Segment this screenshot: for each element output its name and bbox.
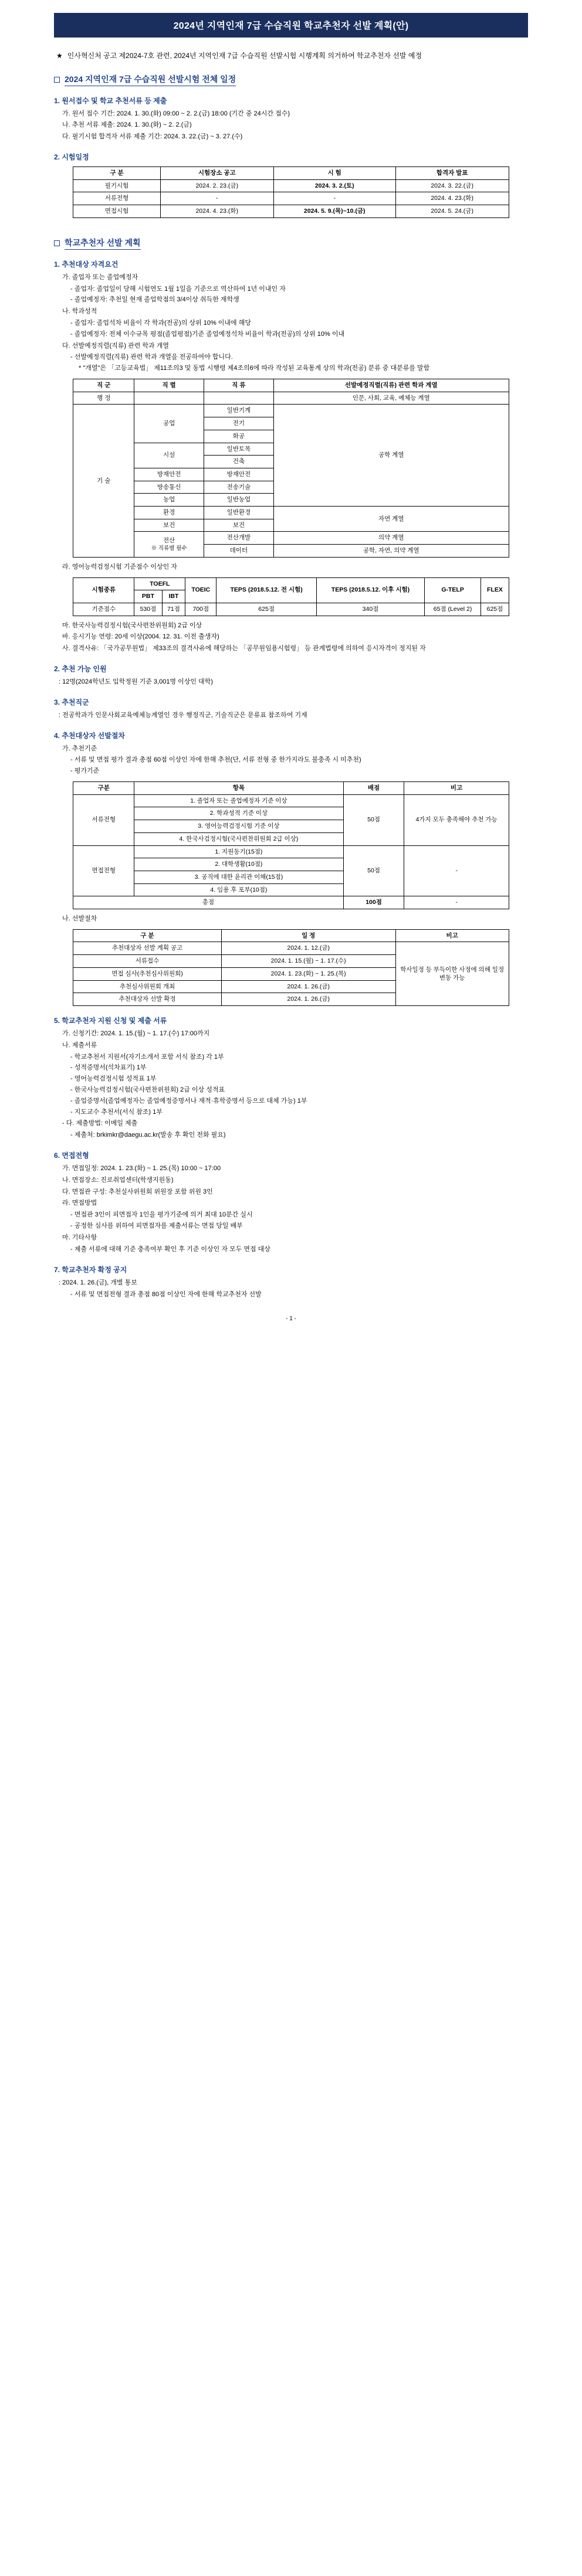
section5-doc: - 영어능력검정시험 성적표 1부 (70, 1075, 157, 1083)
selection-schedule-table (73, 929, 509, 1006)
table-row (73, 603, 509, 616)
cell-jikryeol: 방재안전 (134, 468, 204, 481)
cell: 2024. 1. 23.(화) ~ 1. 25.(목) (221, 967, 395, 980)
section5-doc: - 학교추천서 지원서(자기소개서 포함 서식 참조) 각 1부 (70, 1053, 224, 1061)
cell-score: 50점 (343, 845, 404, 896)
cell-note: - (404, 845, 509, 896)
section5-doc: - 다. 제출방법: 이메일 제출 (62, 1120, 138, 1127)
cell: 2024. 1. 15.(월) ~ 1. 17.(수) (221, 955, 395, 968)
section2-sub1: 1. 추천대상 자격요건 (54, 260, 119, 269)
cell: 2024. 1. 26.(금) (221, 993, 395, 1006)
cell: 서류전형 (73, 192, 160, 205)
section2-sub4-a-item: - 평가기준 (70, 767, 100, 775)
section5-doc-email: - 제출처: brkimkr@daegu.ac.kr(발송 후 확인 전화 필요) (70, 1131, 226, 1139)
section2-c-item: - 선발예정직렬(직류) 관련 학과 개열을 전공하여야 합니다. (70, 354, 233, 361)
table-row (73, 392, 509, 405)
section2-sub2: 2. 추천 가능 인원 (54, 665, 107, 674)
cell: 2024. 1. 26.(금) (221, 980, 395, 993)
intro-note (56, 50, 528, 62)
cell: - (273, 192, 395, 205)
cell: 필기시험 (73, 179, 160, 192)
cell: 625점 (481, 603, 509, 616)
section5-doc: - 성적증명서(석차표기) 1부 (70, 1064, 147, 1072)
cell-jikryu: 전산개발 (204, 532, 274, 545)
cell: 추천대상자 선발 확정 (73, 993, 221, 1006)
col-header: TOEIC (185, 577, 216, 603)
cell-jikryu: 일반기계 (204, 405, 274, 417)
section2-sub3: 3. 추천직군 (54, 698, 89, 706)
col-header: 일 정 (221, 929, 395, 942)
eval-table-wrap (73, 781, 509, 909)
exam-schedule-table (73, 166, 509, 218)
cell: 3. 공직에 대한 윤리관 이해(15점) (134, 871, 343, 883)
section1-item: 가. 원서 접수 기간: 2024. 1. 30.(화) 09:00 ~ 2. 2.(금) 18:00 (기간 중 24시간 접수) (62, 110, 290, 117)
col-header: 시험종류 (73, 577, 134, 603)
section2-sub2-text: : 12명(2024학년도 입학정원 기준 3,001명 이상인 대학) (59, 678, 213, 686)
cell-jikryu: 데이터 (204, 545, 274, 558)
cell-jikryu: 건축 (204, 456, 274, 468)
cell-jikryu: 일반환경 (204, 506, 274, 519)
cell: 4. 임용 후 포부(10점) (134, 883, 343, 896)
cell-jikryeol: 농업 (134, 494, 204, 507)
cell-jikryeol: 환경 (134, 506, 204, 519)
section1-item: 나. 추천 서류 제출: 2024. 1. 30.(화) ~ 2. 2.(금) (62, 121, 192, 129)
section6-heading: 6. 면접전형 (54, 1151, 89, 1160)
intro-text: 인사혁신처 공고 제2024-7호 관련, 2024년 지역인재 7급 수습직원 선발시험 시행계획 의거하여 학교추천자 선발 예정 (67, 52, 422, 60)
cell: 추천심사위원회 개최 (73, 980, 221, 993)
table-header-row (73, 379, 509, 392)
cell-jikgun: 행 정 (73, 392, 134, 405)
cell: 면접시험 (73, 205, 160, 218)
section6-item: 가. 면접일정: 2024. 1. 23.(화) ~ 1. 25.(목) 10:00 ~ 17:00 (62, 1165, 221, 1173)
row-label: 기준점수 (73, 603, 134, 616)
cell: 71점 (162, 603, 185, 616)
col-header: G-TELP (424, 577, 481, 603)
total-label: 총점 (73, 896, 343, 909)
table-row (73, 192, 509, 205)
exam-schedule-table-wrap (73, 166, 509, 218)
section6-item: 마. 기타사항 (62, 1233, 97, 1241)
cell: 2024. 4. 23.(화) (160, 205, 273, 218)
cell-jikryu: 방재안전 (204, 468, 274, 481)
section2-sub3-text: : 전공학과가 인문사회교육예체능계열인 경우 행정직군, 기술직군은 문류표 참조하여 기재 (59, 711, 307, 719)
cell-jikryeol (134, 392, 204, 405)
section6-item: 라. 면접방법 (62, 1199, 97, 1207)
english-test-table (73, 577, 509, 616)
cell: 추천대상자 선발 계획 공고 (73, 942, 221, 955)
cell-note: 4가지 모두 충족해야 추천 가능 (404, 794, 509, 845)
cell-jikryu: 일반토목 (204, 443, 274, 456)
page-footer: - 1 - (286, 1316, 296, 1323)
section7-item: : 2024. 1. 26.(금), 개별 통보 (59, 1279, 137, 1286)
jikryeol-label: 전산 (163, 536, 175, 544)
section2-a-item: - 졸업자: 졸업일이 당해 시험연도 1월 1일을 기준으로 역산하여 1년 이내인 자 (70, 285, 286, 293)
col-header: TEPS (2018.5.12. 전 시험) (216, 577, 317, 603)
section2-note: 바. 응시기능 연령: 20세 이상(2004. 12. 31. 이전 출생자) (62, 633, 219, 641)
section2-sub4: 4. 추천대상자 선발절차 (54, 731, 126, 740)
section2-c-item: * "개열"은 「고등교육법」 제11조의3 및 동법 시행령 제4조의6에 따라 작성된 교육통계 상의 학과(전공) 분류 중 대분류를 말함 (79, 365, 430, 372)
section5-doc: - 졸업증명서(졸업예정자는 졸업예정증명서나 재적·휴학증명서 등으로 대체 가능) 1부 (70, 1097, 307, 1105)
table-row (73, 405, 509, 417)
cell: 2. 학과성적 기준 이상 (134, 807, 343, 820)
cell: 1. 지원동기(15점) (134, 845, 343, 858)
cell-jikryeol: 보건 (134, 519, 204, 532)
cell-jikryeol: 방송통신 (134, 481, 204, 494)
col-header: 직 렬 (134, 379, 204, 392)
cell: 서류접수 (73, 955, 221, 968)
jikryeol-note: ※ 직류별 필수 (151, 545, 187, 552)
section2-a-label: 가. 졸업자 또는 졸업예정자 (62, 273, 138, 281)
section5-item: 나. 제출서류 (62, 1041, 97, 1049)
cell: - (160, 192, 273, 205)
col-header: 구 분 (73, 167, 160, 180)
section2-sub4-a: 가. 추천기준 (62, 745, 97, 752)
section6-subitem: - 면접관 3인이 피면접자 1인을 평가기준에 의거 최대 10분간 실시 (70, 1211, 253, 1219)
section2-d-label: 라. 영어능력검정시험 기준점수 이상인 자 (62, 563, 177, 570)
section1-item: 다. 필기시험 합격자 서류 제출 기간: 2024. 3. 22.(금) ~ 3. 27.(수) (62, 133, 243, 141)
cell: 65점 (Level 2) (424, 603, 481, 616)
col-subheader: PBT (134, 590, 162, 603)
cell-major: 의약 계열 (273, 532, 509, 545)
total-score: 100점 (343, 896, 404, 909)
cell: 625점 (216, 603, 317, 616)
cell-jikryu: 보건 (204, 519, 274, 532)
major-classification-table (73, 379, 509, 558)
cell: 530점 (134, 603, 162, 616)
total-note: - (404, 896, 509, 909)
section5-doc: - 한국사능력검정시험(국사편찬위원회) 2급 이상 성적표 (70, 1086, 225, 1093)
table-row (73, 845, 509, 858)
cell: 4. 한국사검정시험(국사편찬위원회 2급 이상) (134, 832, 343, 845)
cell-jikryu: 전송기술 (204, 481, 274, 494)
table-row (73, 942, 509, 955)
section2-heading (54, 237, 528, 250)
section1-heading (54, 73, 528, 86)
cell: 3. 영어능력검정시험 기준 이상 (134, 820, 343, 833)
cell-major: 자연 계열 (273, 506, 509, 531)
group-label: 면접전형 (73, 845, 134, 896)
col-header: 선발예정직렬(직류) 관련 학과 계열 (273, 379, 509, 392)
cell: 2024. 5. 24.(금) (395, 205, 509, 218)
cell: 면접 심사(추천심사위원회) (73, 967, 221, 980)
table-row (73, 532, 509, 545)
section1-sub1: 1. 원서접수 및 학교 추천서류 등 제출 (54, 96, 167, 105)
cell: 2024. 5. 9.(목)~10.(금) (273, 205, 395, 218)
cell: 2024. 1. 12.(금) (221, 942, 395, 955)
document-title-bar: 2024년 지역인재 7급 수습직원 학교추천자 선발 계획(안) (54, 13, 528, 38)
table-header-row (73, 577, 509, 590)
col-header: 시험장소 공고 (160, 167, 273, 180)
cell-jikryeol (134, 532, 204, 557)
cell-score: 50점 (343, 794, 404, 845)
section2-sub4-b: 나. 선발절차 (62, 915, 97, 922)
cell-jikryu: 전기 (204, 417, 274, 430)
square-bullet-icon (54, 240, 60, 246)
major-table-wrap (73, 379, 509, 558)
col-header: TEPS (2018.5.12. 이후 시험) (317, 577, 425, 603)
section2-heading-text: 학교추천자 선발 계획 (65, 237, 141, 250)
cell-major: 공학 계열 (273, 405, 509, 507)
table-header-row (73, 929, 509, 942)
cell: 700점 (185, 603, 216, 616)
cell: 2024. 4. 23.(화) (395, 192, 509, 205)
col-header: 직 군 (73, 379, 134, 392)
cell: 2024. 3. 22.(금) (395, 179, 509, 192)
square-bullet-icon (54, 77, 60, 83)
section2-b-item: - 졸업예정자: 전체 이수규목 평점(졸업평점)기준 졸업예정석차 비율이 학과(전공)의 상위 10% 이내 (70, 330, 345, 338)
col-header: 배점 (343, 782, 404, 795)
table-header-row (73, 167, 509, 180)
section1-sub2: 2. 시험일정 (54, 153, 89, 162)
section5-item: 가. 신청기간: 2024. 1. 15.(월) ~ 1. 17.(수) 17:00까지 (62, 1029, 210, 1037)
english-table-wrap (73, 577, 509, 616)
cell-jikryu: 일반농업 (204, 494, 274, 507)
col-header: 항목 (134, 782, 343, 795)
section2-note: 마. 한국사능력검정시험(국사편찬위원회) 2급 이상 (62, 621, 202, 629)
section2-b-item: - 졸업자: 졸업석차 비율이 각 학과(전공)의 상위 10% 이내에 해당 (70, 320, 251, 327)
section7-item: - 서류 및 면접전형 결과 총점 80점 이상인 자에 한해 학교추천자 선발 (70, 1291, 262, 1299)
col-header: 직 류 (204, 379, 274, 392)
col-header: TOEFL (134, 577, 185, 590)
section6-item: 다. 면접관 구성: 추천실사위원회 위원장 포함 위원 3인 (62, 1188, 213, 1195)
cell-note: 학사일정 등 부득이한 사정에 의해 일정 변동 가능 (395, 942, 509, 1005)
star-icon: ★ (56, 52, 63, 60)
section2-c-label: 다. 선발예정직렬(직류) 관련 학과 개열 (62, 342, 169, 349)
table-row (73, 506, 509, 519)
section2-sub4-a-item: - 서류 및 면접 평가 결과 총점 60점 이상인 자에 한해 추천(단, 서류 전형 중 한가지라도 불충족 시 미추천) (70, 756, 361, 764)
cell-jikgun: 기 술 (73, 405, 134, 557)
cell: 2024. 3. 2.(토) (273, 179, 395, 192)
section7-heading: 7. 학교추천자 확정 공지 (54, 1265, 127, 1274)
cell-jikryu: 화공 (204, 430, 274, 443)
cell-jikryeol: 공업 (134, 405, 204, 443)
section2-note: 사. 결격사유: 「국가공무원법」 제33조의 결격사유에 해당하는 「공무원임용시험령」 등 관계법령에 의하여 응시자격이 정지된 자 (62, 645, 426, 653)
section6-subitem: - 제출 서류에 대해 기준 충족여부 확인 후 기준 이상인 자 모두 면접 대상 (70, 1245, 270, 1253)
col-header: 구분 (73, 782, 134, 795)
group-label: 서류전형 (73, 794, 134, 845)
cell-jikryeol: 시설 (134, 443, 204, 468)
table-header-row (73, 782, 509, 795)
section2-a-item: - 졸업예정자: 추천일 현재 졸업학점의 3/4이상 취득한 재학생 (70, 296, 239, 304)
cell: 1. 졸업자 또는 졸업예정자 기준 이상 (134, 794, 343, 807)
section5-heading: 5. 학교추천자 지원 신청 및 제출 서류 (54, 1016, 167, 1025)
col-header: 합격자 발표 (395, 167, 509, 180)
selection-schedule-wrap (73, 929, 509, 1006)
col-header: FLEX (481, 577, 509, 603)
col-subheader: IBT (162, 590, 185, 603)
section6-item: 나. 면접장소: 진로취업센터(학생지원동) (62, 1176, 174, 1184)
col-header: 구 분 (73, 929, 221, 942)
section6-subitem: - 공정한 심사를 위하여 피면접자를 제출서류는 면접 당일 배부 (70, 1222, 243, 1230)
table-row (73, 794, 509, 807)
evaluation-criteria-table (73, 781, 509, 909)
cell-major: 공학, 자연, 의약 계열 (273, 545, 509, 558)
cell-jikryu (204, 392, 274, 405)
cell: 2024. 2. 23.(금) (160, 179, 273, 192)
section1-heading-text: 2024 지역인재 7급 수습직원 선발시험 전체 일정 (65, 73, 236, 86)
col-header: 시 험 (273, 167, 395, 180)
table-row (73, 179, 509, 192)
cell-major: 인문, 사회, 교육, 예체능 계열 (273, 392, 509, 405)
col-header: 비고 (395, 929, 509, 942)
cell: 340점 (317, 603, 425, 616)
cell: 2. 대학생활(10점) (134, 858, 343, 871)
col-header: 비고 (404, 782, 509, 795)
table-total-row (73, 896, 509, 909)
section2-b-label: 나. 학과성적 (62, 308, 97, 315)
table-row (73, 205, 509, 218)
section5-doc: - 지도교수 추천서(서식 참조) 1부 (70, 1108, 163, 1116)
